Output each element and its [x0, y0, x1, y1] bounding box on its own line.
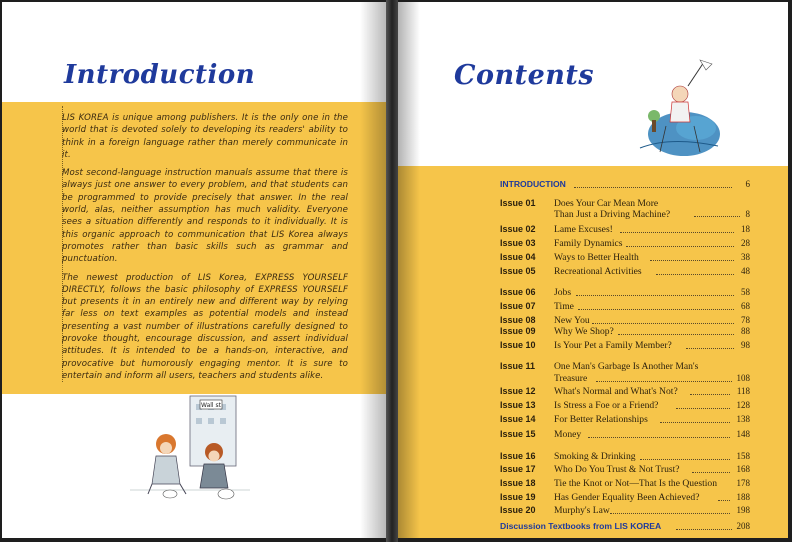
toc-issue-16[interactable] — [500, 451, 750, 462]
issue-page: 8 — [745, 209, 750, 219]
issue-page: 118 — [736, 386, 750, 396]
toc-issue-08[interactable] — [500, 315, 750, 326]
toc-issue-20[interactable] — [500, 505, 750, 516]
issue-title: Has Gender Equality Been Achieved? — [554, 492, 700, 503]
issue-page: 108 — [736, 373, 750, 383]
issue-title: New You — [554, 315, 590, 326]
issue-title-line2: Treasure — [554, 373, 588, 384]
issue-title: Tie the Knot or Not—That Is the Question — [554, 478, 717, 489]
toc-issue-05[interactable] — [500, 266, 750, 277]
issue-page: 38 — [741, 252, 750, 262]
issue-number: Issue 03 — [500, 238, 536, 248]
toc-issue-17[interactable] — [500, 464, 750, 475]
issue-page: 88 — [741, 326, 750, 336]
issue-page: 158 — [736, 451, 750, 461]
issue-number: Issue 06 — [500, 287, 536, 297]
issue-number: Issue 01 — [500, 198, 536, 208]
issue-title: For Better Relationships — [554, 414, 648, 425]
issue-page: 198 — [736, 505, 750, 515]
toc-issue-18[interactable] — [500, 478, 750, 489]
issue-page: 18 — [741, 224, 750, 234]
toc-issue-03[interactable] — [500, 238, 750, 249]
contents-title: Contents — [454, 60, 595, 91]
issue-title: What's Normal and What's Not? — [554, 386, 678, 397]
issue-number: Issue 05 — [500, 266, 536, 276]
issue-title: Why We Shop? — [554, 326, 614, 337]
toc-issue-07[interactable] — [500, 301, 750, 312]
toc-discussion-textbooks[interactable] — [500, 521, 750, 532]
issue-title-line2: Than Just a Driving Machine? — [554, 209, 671, 220]
toc-introduction-label: INTRODUCTION — [500, 179, 566, 189]
issue-number: Issue 08 — [500, 315, 536, 325]
issue-page: 98 — [741, 340, 750, 350]
issue-title: Ways to Better Health — [554, 252, 639, 263]
issue-page: 58 — [741, 287, 750, 297]
toc-issue-19[interactable] — [500, 492, 750, 503]
issue-title: Lame Excuses! — [554, 224, 613, 235]
toc-footer-label: Discussion Textbooks from LIS KOREA — [500, 521, 662, 531]
issue-page: 168 — [736, 464, 750, 474]
beach-illustration — [630, 56, 722, 162]
issue-title: Murphy's Law — [554, 505, 610, 516]
intro-title: Introduction — [64, 60, 256, 90]
wall-st-sign: Wall st — [201, 402, 221, 409]
issue-number: Issue 12 — [500, 386, 536, 396]
toc-issue-01[interactable] — [500, 198, 750, 220]
issue-title: Smoking & Drinking — [554, 451, 636, 462]
left-page — [2, 2, 386, 538]
issue-number: Issue 07 — [500, 301, 536, 311]
toc-issue-09[interactable] — [500, 326, 750, 337]
issue-number: Issue 16 — [500, 451, 536, 461]
right-page — [398, 2, 788, 538]
intro-body — [62, 112, 348, 388]
intro-paragraph-3: The newest production of LIS Korea, EXPRESS YOURSELF DIRECTLY, follows the basic philosophy of EXPRESS YOURSELF but presents it in an entirely new and different way by relying far less on text examples as potential models and instead presenting a vast number of illustrations carefully designed to provoke thought, encourage discussion, and assert individual attitudes. It is intended to be a hands-on, interactive, and provocative but humorously engaging mentor. It is sure to entertain and inform all users, teachers and students alike. — [62, 272, 348, 381]
issue-number: Issue 13 — [500, 400, 536, 410]
issue-number: Issue 18 — [500, 478, 536, 488]
issue-page: 138 — [736, 414, 750, 424]
issue-title: Recreational Activities — [554, 266, 642, 277]
toc-issue-12[interactable] — [500, 386, 750, 397]
issue-page: 148 — [736, 429, 750, 439]
issue-number: Issue 15 — [500, 429, 536, 439]
issue-page: 68 — [741, 301, 750, 311]
toc-introduction[interactable] — [500, 179, 750, 190]
issue-number: Issue 17 — [500, 464, 536, 474]
toc-issue-11[interactable] — [500, 361, 750, 383]
issue-number: Issue 02 — [500, 224, 536, 234]
toc-issue-15[interactable] — [500, 429, 750, 440]
issue-page: 78 — [741, 315, 750, 325]
issue-number: Issue 10 — [500, 340, 536, 350]
toc-introduction-page: 6 — [745, 179, 750, 189]
toc-issue-06[interactable] — [500, 287, 750, 298]
issue-title: Is Stress a Foe or a Friend? — [554, 400, 659, 411]
issue-page: 28 — [741, 238, 750, 248]
issue-title: Does Your Car Mean More — [554, 198, 659, 209]
toc-issue-14[interactable] — [500, 414, 750, 425]
intro-paragraph-2: Most second-language instruction manuals assume that there is always just one answer to every problem, and that students can be programmed to provide precisely that answer. In the real world, alas, neither assumption has much validity. Everyone sees a situation differently and responds to it individually. It is this organic approach to communication that LIS Korea always promotes rather than basic skills such as grammar and punctuation. — [62, 168, 348, 265]
issue-title: Time — [554, 301, 574, 312]
toc-issue-02[interactable] — [500, 224, 750, 235]
issue-number: Issue 19 — [500, 492, 536, 502]
issue-page: 128 — [736, 400, 750, 410]
book-gutter — [386, 0, 398, 542]
issue-page: 178 — [736, 478, 750, 488]
issue-number: Issue 04 — [500, 252, 536, 262]
intro-paragraph-1: LIS KOREA is unique among publishers. It is the only one in the world that is devoted solely to developing its readers' ability to think in a foreign language rather than merely communicate in it. — [62, 113, 348, 160]
issue-number: Issue 14 — [500, 414, 536, 424]
toc-footer-page: 208 — [736, 521, 750, 531]
issue-page: 188 — [736, 492, 750, 502]
toc-issue-04[interactable] — [500, 252, 750, 263]
issue-title: Family Dynamics — [554, 238, 623, 249]
issue-number: Issue 09 — [500, 326, 536, 336]
issue-page: 48 — [741, 266, 750, 276]
issue-title: Is Your Pet a Family Member? — [554, 340, 672, 351]
issue-number: Issue 11 — [500, 361, 536, 371]
toc-issue-13[interactable] — [500, 400, 750, 411]
issue-title: One Man's Garbage Is Another Man's — [554, 361, 699, 372]
issue-title: Who Do You Trust & Not Trust? — [554, 464, 680, 475]
issue-title: Jobs — [554, 287, 572, 298]
issue-number: Issue 20 — [500, 505, 536, 515]
issue-title: Money — [554, 429, 582, 440]
wall-street-illustration — [130, 394, 250, 504]
toc-issue-10[interactable] — [500, 340, 750, 351]
